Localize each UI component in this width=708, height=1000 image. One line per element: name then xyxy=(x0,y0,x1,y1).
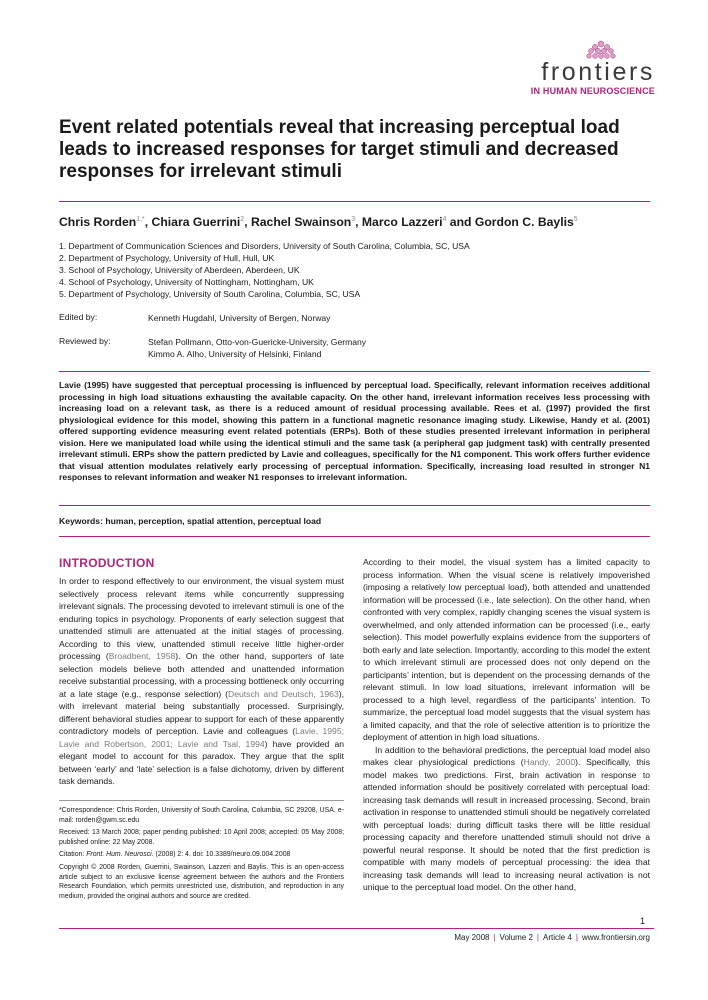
title-divider xyxy=(59,201,650,202)
article-number: Article 4 xyxy=(542,933,572,942)
left-column xyxy=(59,575,344,788)
author-name: Chris Rorden xyxy=(59,215,137,229)
journal-website-link[interactable]: www.frontiersin.org xyxy=(581,933,650,942)
author-name: Marco Lazzeri xyxy=(361,215,443,229)
author-name: Gordon C. Baylis xyxy=(474,215,574,229)
received-dates: Received: 13 March 2008; paper pending published: 10 April 2008; accepted: 05 May 2008; published online: 22 May 2008. xyxy=(59,829,344,846)
affiliation: 2. Department of Psychology, University of Hull, Hull, UK xyxy=(59,253,275,264)
journal-footer: May 2008 | Volume 2 | Article 4 | www.frontiersin.org xyxy=(454,933,650,942)
right-column xyxy=(363,556,650,894)
affiliation-list xyxy=(59,240,470,300)
section-heading-introduction: INTRODUCTION xyxy=(59,556,155,570)
keywords: Keywords: human, perception, spatial attention, perceptual load xyxy=(59,516,322,526)
abstract-bottom-divider xyxy=(59,505,650,506)
affiliation-marker: 2 xyxy=(240,215,245,223)
frontiers-logo-icon xyxy=(585,40,617,60)
correspondence-note: *Correspondence: Chris Rorden, University of South Carolina, Columbia, SC 29208, USA. e-mail: rorden@gwm.sc.edu xyxy=(59,807,344,824)
article-title: Event related potentials reveal that increasing perceptual load leads to increased responses for target stimuli and decreased responses for irrelevant stimuli xyxy=(59,117,620,182)
logo-subtitle: IN HUMAN NEUROSCIENCE xyxy=(530,86,655,96)
body-paragraph: In addition to the behavioral predictions, the perceptual load model also makes clear physiological predictions (Handy, 2000). Specifically, this model makes two predictions. First, brain activation in response to attended information should be positively correlated with perceptual load: increasing task demands will result in increased processing. Second, brain activation in response to unattended stimuli should be negatively correlated with perceptual loads: during difficult tasks there will be little residual processing capacity and therefore unattended stimuli should not drive a powerful neural response. It should be noted that the first prediction is compatible with many models of perceptual processing: the idea that increasing task demands will lead to increasing neural activation is not unique to the perceptual load model. On the other hand, xyxy=(363,744,650,892)
reviewer-list xyxy=(148,336,366,360)
affiliation: 1. Department of Communication Sciences and Disorders, University of South Carolina, Columbia, SC, USA xyxy=(59,241,470,251)
affiliation: 5. Department of Psychology, University of South Carolina, Columbia, SC, USA xyxy=(59,289,361,300)
volume: Volume 2 xyxy=(499,933,533,942)
editor-name: Kenneth Hugdahl, University of Bergen, Norway xyxy=(148,313,331,323)
body-divider xyxy=(59,536,650,537)
footer-divider xyxy=(59,928,654,929)
affiliation-marker: 3 xyxy=(351,215,356,223)
intro-paragraph: In order to respond effectively to our environment, the visual system must selectively process relevant items while concurrently suppressing irrelevant signals. The processing devoted to irrelevant stimuli is one of the enduring topics in psychology. Proponents of early selection suggest that unattended stimuli are attenuated at the initial stages of processing. According to this view, unattended stimuli receive little higher-order processing (Broadbent, 1958). On the other hand, supporters of late selection models believe both attended and unattended information receive substantial processing, with a processing bottleneck only occurring at a late stage (e.g., response selection) (Deutsch and Deutsch, 1963), with irrelevant material being substantially processed. Surprisingly, different behavioral studies appear to support for each of these apparently contradictory models of perception. Lavie and colleagues (Lavie, 1995; Lavie and Robertson, 2001; Lavie and Tsal, 1994) have provided an elegant model to account for this paradox. They argue that the split between ‘early’ and ‘late’ selection is a false dichotomy, driven by different task demands. xyxy=(59,576,345,786)
affiliation-marker: 5 xyxy=(573,215,578,223)
body-paragraph: According to their model, the visual system has a limited capacity to process information. When the visual scene is relatively impoverished (imposing a relatively low perceptual load), both attended and unattended information will be processed (i.e., late selection). On the other hand, when confronted with very complex, rapidly changing scenes the visual system is overwhelmed, and only attended information can be processed (i.e., early selection). This model powerfully explains evidence from the supporters of both early and late selection. Importantly, according to this model the extent to which irrelevant stimuli are processed does not only depend on the participants’ intention, but is dependent on the processing demands of the relevant stimuli. In low load situations, irrelevant information will be processed to a high level, regardless of the participants’ intention. To summarize, the perceptual load model suggests that the visual system has a limited capacity, and that the role of selective attention is to prioritize the deployment of attention in high load situations. xyxy=(363,557,650,742)
citation-link[interactable]: Broadbent, 1958 xyxy=(108,651,176,661)
abstract-top-divider xyxy=(59,371,650,372)
citation-link[interactable]: Lavie, 1995; Lavie and Robertson, 2001; Lavie and Tsal, 1994 xyxy=(59,726,345,749)
citation-note: Citation: Front. Hum. Neurosci. (2008) 2: 4. doi: 10.3389/neuro.09.004.2008 xyxy=(59,851,291,859)
citation-link[interactable]: Deutsch and Deutsch, 1963 xyxy=(228,688,339,699)
affiliation-marker: 4 xyxy=(442,215,447,223)
footnote-divider xyxy=(59,800,344,801)
affiliation-marker: 1,* xyxy=(136,215,145,223)
logo-wordmark: frontiers xyxy=(541,58,655,86)
reviewer-name: Stefan Pollmann, Otto-von-Guericke-University, Germany xyxy=(148,337,367,347)
author-name: Chiara Guerrini xyxy=(151,215,241,229)
reviewer-name: Kimmo A. Alho, University of Helsinki, Finland xyxy=(148,349,322,359)
affiliation: 4. School of Psychology, University of Nottingham, Nottingham, UK xyxy=(59,277,314,288)
edited-by-label: Edited by: xyxy=(59,312,98,322)
page-number: 1 xyxy=(640,916,646,926)
citation-journal: Front. Hum. Neurosci. xyxy=(86,851,154,859)
citation-link[interactable]: Handy, 2000 xyxy=(523,757,576,767)
author-name: Rachel Swainson xyxy=(250,215,352,229)
abstract: Lavie (1995) have suggested that perceptual processing is influenced by perceptual load. Specifically, relevant information receives additional processing in high load situations exhausting the available capacity. On the other hand, irrelevant information receives less processing with increasing load on a relevant task, as there is a reduced amount of residual processing available. Rees et al. (1997) provided the first physiological evidence for this model, showing this pattern in a functional magnetic resonance imaging study. Likewise, Handy et al. (2001) offered supporting evidence measuring event related potentials (ERPs). Both of these studies presented irrelevant information in peripheral vision. Here we manipulated load while using the identical stimuli and the same task (a peripheral gap judgment task) with centrally presented irrelevant stimuli. ERPs show the pattern predicted by Lavie and colleagues, specifically for the N1 component. This work offers further evidence that visual attention modulates relatively early processing of perceptual information. Specifically, increasing load resulted in stronger N1 responses to relevant information and weaker N1 responses to irrelevant information. xyxy=(59,380,650,482)
issue-date: May 2008 xyxy=(454,933,490,942)
author-list: Chris Rorden$^{1,*}$, Chiara Guerrini$^2$, Rachel Swainson$^3$, Marco Lazzeri$^4$ and Gordon C. Baylis$^5$ xyxy=(59,215,578,229)
footnotes xyxy=(59,806,344,904)
copyright-note: Copyright © 2008 Rorden, Guerrini, Swainson, Lazzeri and Baylis. This is an open-access article subject to an exclusive license agreement between the authors and the Frontiers Research Foundation, which permits unrestricted use, distribution, and reproduction in any medium, provided the original authors and source are credited. xyxy=(59,863,344,900)
affiliation: 3. School of Psychology, University of Aberdeen, Aberdeen, UK xyxy=(59,265,300,276)
reviewed-by-label: Reviewed by: xyxy=(59,336,111,346)
journal-logo xyxy=(505,40,655,98)
